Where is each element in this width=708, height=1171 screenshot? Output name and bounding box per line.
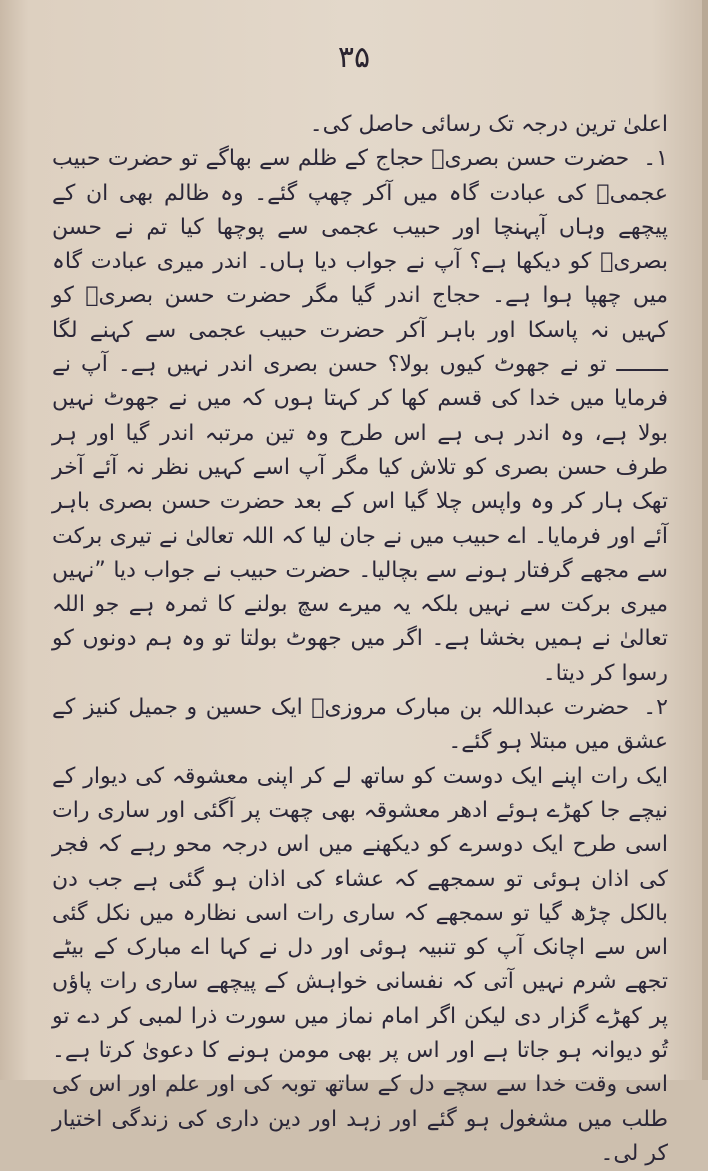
page-edge (702, 0, 708, 1080)
paragraph-1 (52, 142, 668, 691)
paragraph-2 (52, 691, 668, 760)
paragraph-number: ۲۔ (643, 695, 668, 721)
paragraph-text: حضرت عبداللہ بن مبارک مروزیؒ ایک حسین و جمیل کنیز کے عشق میں مبتلا ہو گئے۔ (52, 695, 668, 755)
page-number: ۳۵ (337, 40, 371, 75)
page-body (52, 108, 668, 1171)
paragraph-text: ایک رات اپنے ایک دوست کو ساتھ لے کر اپنی معشوقہ کی دیوار کے نیچے جا کھڑے ہوئے ادھر معشوقہ بھی چھت پر آگئی اور ساری رات اسی طرح ایک دوسرے کو دیکھنے میں اس درجہ محو رہے کہ فجر کی اذان ہوئی تو سمجھے کہ عشاء کی اذان ہو گئی ہے جب دن بالکل چڑھ گیا تو سمجھے کہ ساری رات اسی نظارہ میں نکل گئی اس سے اچانک آپ کو تنبیہ ہوئی اور دل نے کہا اے مبارک کے بیٹے تجھے شرم نہیں آتی کہ نفسانی خواہش کے پیچھے ساری رات پاؤں پر کھڑے گزار دی لیکن اگر امام نماز میں سورت ذرا لمبی کر دے تو تُو دیوانہ ہو جاتا ہے اور اس پر بھی مومن ہونے کا دعویٰ کرتا ہے۔ اسی وقت خدا سے سچے دل کے ساتھ توبہ کی اور علم اور اس کی طلب میں مشغول ہو گئے اور زہد اور دین داری کی زندگی اختیار کر لی۔ (52, 763, 668, 1166)
paragraph-3 (52, 760, 668, 1171)
opening-line: اعلیٰ ترین درجہ تک رسائی حاصل کی۔ (309, 112, 668, 137)
paragraph-number: ۱۔ (643, 146, 668, 172)
paragraph-text: حضرت حسن بصریؒ حجاج کے ظلم سے بھاگے تو حضرت حبیب عجمیؒ کی عبادت گاہ میں آکر چھپ گئے۔ وہ ظالم بھی ان کے پیچھے وہاں آپہنچا اور حبیب عجمی سے پوچھا کیا تم نے حسن بصریؒ کو دیکھا ہے؟ آپ نے جواب دیا ہاں۔ اندر میری عبادت گاہ میں چھپا ہوا ہے۔ حجاج اندر گیا مگر حضرت حسن بصریؒ کو کہیں نہ پاسکا اور باہر آکر حضرت حبیب عجمی سے کہنے لگا ــــــــ تو نے جھوٹ کیوں بولا؟ حسن بصری اندر نہیں ہے۔ آپ نے فرمایا میں خدا کی قسم کھا کر کہتا ہوں کہ میں نے جھوٹ نہیں بولا ہے، وہ اندر ہی ہے اس طرح وہ تین مرتبہ اندر گیا اور ہر طرف حسن بصری کو تلاش کیا مگر آپ اسے کہیں نظر نہ آئے آخر تھک ہار کر وہ واپس چلا گیا اس کے بعد حضرت حسن بصری باہر آئے اور فرمایا۔ اے حبیب میں نے جان لیا کہ اللہ تعالیٰ نے تیری برکت سے مجھے گرفتار ہونے سے بچالیا۔ حضرت حبیب نے جواب دیا ”نہیں میری برکت سے نہیں بلکہ یہ میرے سچ بولنے کا ثمرہ ہے جو اللہ تعالیٰ نے ہمیں بخشا ہے۔ اگر میں جھوٹ بولتا تو وہ ہم دونوں کو رسوا کر دیتا۔ (52, 146, 668, 686)
